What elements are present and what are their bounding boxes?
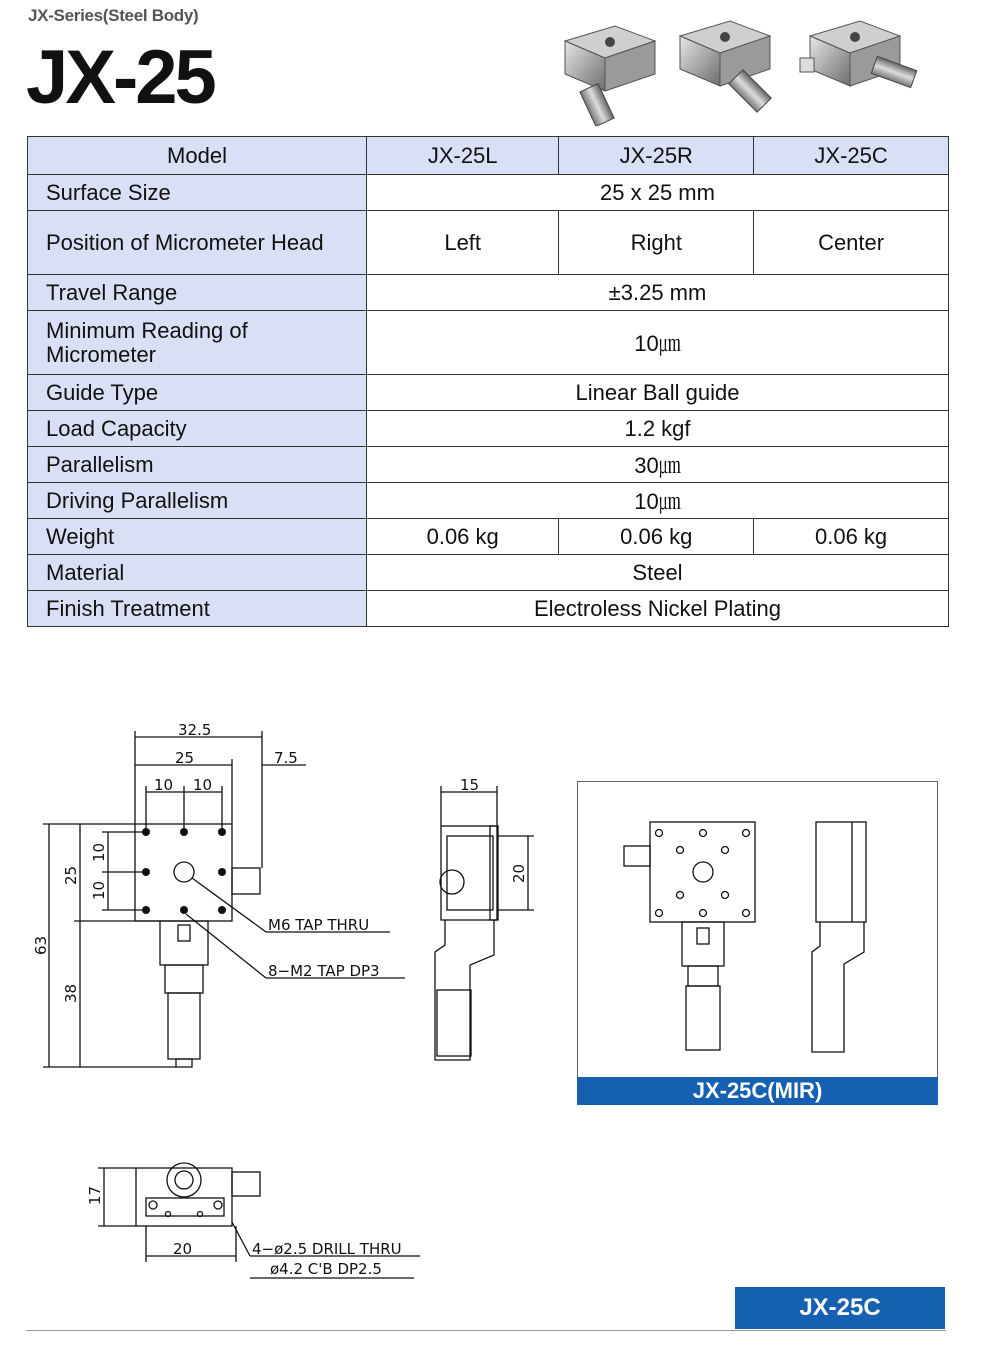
dim-25-top: 25: [175, 749, 195, 767]
row-minimum-reading: [28, 311, 949, 375]
row-value-c: 0.06 kg: [754, 519, 949, 555]
row-value: Steel: [367, 555, 949, 591]
dim-10-c: 10: [90, 842, 108, 862]
row-label: Load Capacity: [28, 411, 367, 447]
row-value: 10㎛: [367, 311, 949, 375]
dim-38: 38: [62, 983, 80, 1003]
spec-header-row: [28, 137, 949, 175]
mir-drawing-frame: [577, 781, 938, 1081]
dim-17: 17: [86, 1185, 104, 1205]
row-weight: [28, 519, 949, 555]
dim-15: 15: [460, 776, 480, 794]
row-label: Surface Size: [28, 175, 367, 211]
row-label: Position of Micrometer Head: [28, 211, 367, 275]
photo-jx-25l: [565, 26, 655, 126]
row-value: ±3.25 mm: [367, 275, 949, 311]
row-driving-parallelism: [28, 483, 949, 519]
row-label: Weight: [28, 519, 367, 555]
product-photos: [545, 6, 945, 126]
model-header-l: JX-25L: [367, 137, 559, 175]
row-value-r: 0.06 kg: [559, 519, 754, 555]
row-label: Guide Type: [28, 375, 367, 411]
dim-20-side: 20: [510, 863, 528, 883]
note-m2-tap: 8−M2 TAP DP3: [268, 962, 380, 980]
row-value: 25 x 25 mm: [367, 175, 949, 211]
photo-jx-25c: [800, 21, 917, 88]
model-header-label: Model: [28, 137, 367, 175]
dim-32-5: 32.5: [178, 721, 212, 739]
row-value-c: Center: [754, 211, 949, 275]
row-value: 10㎛: [367, 483, 949, 519]
bottom-view: [98, 1163, 420, 1278]
photo-jx-25r: [680, 21, 771, 112]
series-title: JX-Series(Steel Body): [28, 6, 199, 25]
model-header-c: JX-25C: [754, 137, 949, 175]
top-view: [43, 731, 405, 1067]
footer-rule: [26, 1330, 946, 1331]
row-label: Material: [28, 555, 367, 591]
model-title: JX-25: [26, 35, 214, 120]
side-view: [435, 786, 534, 1060]
model-header-r: JX-25R: [559, 137, 754, 175]
row-finish-treatment: [28, 591, 949, 627]
note-drill: 4−ø2.5 DRILL THRU: [252, 1240, 402, 1258]
dim-10-b: 10: [193, 776, 213, 794]
row-material: [28, 555, 949, 591]
row-value-l: Left: [367, 211, 559, 275]
dim-63: 63: [32, 935, 50, 955]
row-value: Linear Ball guide: [367, 375, 949, 411]
row-value: 30㎛: [367, 447, 949, 483]
dim-20-bottom: 20: [173, 1240, 193, 1258]
note-counterbore: ø4.2 C'B DP2.5: [270, 1260, 382, 1278]
note-m6-tap: M6 TAP THRU: [268, 916, 370, 934]
row-micrometer-position: [28, 211, 949, 275]
row-value: Electroless Nickel Plating: [367, 591, 949, 627]
row-label: Travel Range: [28, 275, 367, 311]
row-surface-size: [28, 175, 949, 211]
row-guide-type: [28, 375, 949, 411]
row-parallelism: [28, 447, 949, 483]
row-label: Driving Parallelism: [28, 483, 367, 519]
row-value: 1.2 kgf: [367, 411, 949, 447]
dim-25-side: 25: [62, 865, 80, 885]
mir-label: JX-25C(MIR): [577, 1077, 938, 1105]
row-value-r: Right: [559, 211, 754, 275]
dim-7-5: 7.5: [274, 749, 298, 767]
row-travel-range: [28, 275, 949, 311]
row-load-capacity: [28, 411, 949, 447]
row-value-l: 0.06 kg: [367, 519, 559, 555]
spec-table: [27, 136, 949, 627]
row-label: Parallelism: [28, 447, 367, 483]
row-label: Finish Treatment: [28, 591, 367, 627]
dim-10-a: 10: [154, 776, 174, 794]
row-label-cell: [28, 311, 367, 375]
dim-10-d: 10: [90, 880, 108, 900]
row-label: Minimum Reading of Micrometer: [46, 317, 248, 367]
model-badge: JX-25C: [735, 1287, 945, 1329]
